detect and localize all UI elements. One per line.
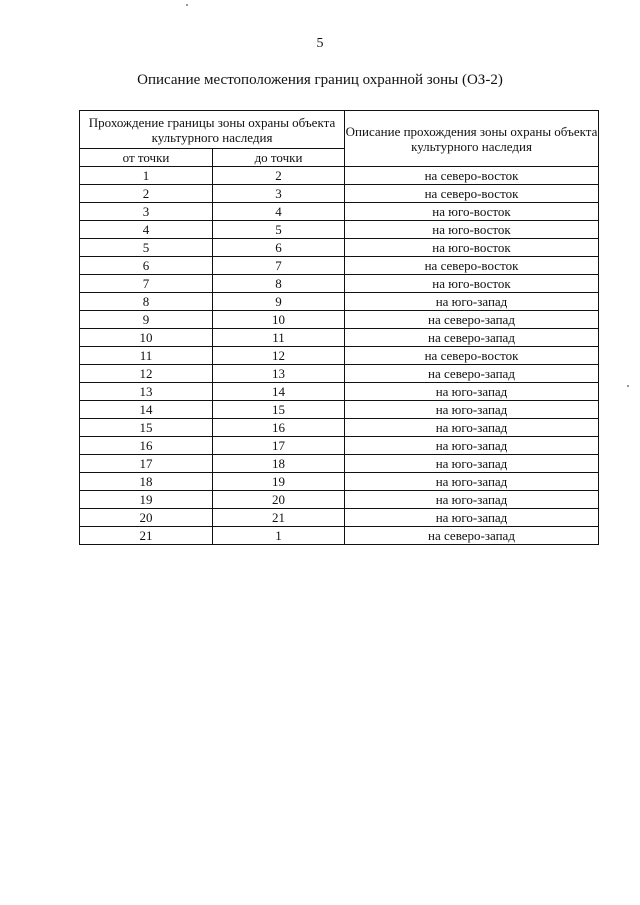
direction-cell: на юго-запад — [345, 455, 599, 473]
table-row — [80, 437, 599, 455]
to-point-cell: 19 — [213, 473, 345, 491]
from-point-cell: 19 — [80, 491, 213, 509]
direction-cell: на северо-запад — [345, 527, 599, 545]
from-point-cell: 20 — [80, 509, 213, 527]
table-row — [80, 491, 599, 509]
boundary-table — [79, 110, 599, 545]
direction-cell: на северо-восток — [345, 185, 599, 203]
direction-cell: на северо-запад — [345, 311, 599, 329]
table-row — [80, 257, 599, 275]
direction-cell: на юго-запад — [345, 509, 599, 527]
table-row — [80, 311, 599, 329]
table-row — [80, 293, 599, 311]
description-header: Описание прохождения зоны охраны объекта культурного наследия — [345, 111, 599, 167]
from-point-cell: 12 — [80, 365, 213, 383]
direction-cell: на юго-запад — [345, 419, 599, 437]
to-point-cell: 14 — [213, 383, 345, 401]
scan-speck — [186, 4, 188, 6]
direction-cell: на северо-запад — [345, 365, 599, 383]
to-point-cell: 5 — [213, 221, 345, 239]
table-row — [80, 401, 599, 419]
direction-cell: на юго-восток — [345, 239, 599, 257]
direction-cell: на юго-запад — [345, 437, 599, 455]
table-row — [80, 347, 599, 365]
from-point-cell: 17 — [80, 455, 213, 473]
from-point-cell: 5 — [80, 239, 213, 257]
to-point-header: до точки — [213, 149, 345, 167]
from-point-cell: 21 — [80, 527, 213, 545]
from-point-cell: 15 — [80, 419, 213, 437]
direction-cell: на северо-запад — [345, 329, 599, 347]
direction-cell: на юго-восток — [345, 203, 599, 221]
from-point-cell: 7 — [80, 275, 213, 293]
direction-cell: на северо-восток — [345, 257, 599, 275]
from-point-cell: 18 — [80, 473, 213, 491]
table-row — [80, 419, 599, 437]
to-point-cell: 4 — [213, 203, 345, 221]
table-row — [80, 383, 599, 401]
direction-cell: на юго-запад — [345, 473, 599, 491]
table-header — [80, 111, 599, 167]
to-point-cell: 18 — [213, 455, 345, 473]
table-row — [80, 473, 599, 491]
page-number: 5 — [316, 36, 324, 51]
from-point-cell: 10 — [80, 329, 213, 347]
to-point-cell: 2 — [213, 167, 345, 185]
from-point-cell: 4 — [80, 221, 213, 239]
table-row — [80, 221, 599, 239]
from-point-cell: 9 — [80, 311, 213, 329]
scan-speck — [627, 385, 629, 387]
to-point-cell: 3 — [213, 185, 345, 203]
table-row — [80, 239, 599, 257]
from-point-cell: 13 — [80, 383, 213, 401]
to-point-cell: 16 — [213, 419, 345, 437]
table-row — [80, 167, 599, 185]
to-point-cell: 10 — [213, 311, 345, 329]
document-title: Описание местоположения границ охранной зоны (ОЗ-2) — [137, 72, 503, 88]
to-point-cell: 12 — [213, 347, 345, 365]
direction-cell: на северо-восток — [345, 347, 599, 365]
table-row — [80, 455, 599, 473]
direction-cell: на юго-запад — [345, 491, 599, 509]
from-point-header: от точки — [80, 149, 213, 167]
from-point-cell: 6 — [80, 257, 213, 275]
from-point-cell: 8 — [80, 293, 213, 311]
table-row — [80, 275, 599, 293]
to-point-cell: 15 — [213, 401, 345, 419]
direction-cell: на юго-запад — [345, 383, 599, 401]
from-point-cell: 11 — [80, 347, 213, 365]
from-point-cell: 1 — [80, 167, 213, 185]
to-point-cell: 13 — [213, 365, 345, 383]
from-point-cell: 16 — [80, 437, 213, 455]
direction-cell: на юго-запад — [345, 401, 599, 419]
direction-cell: на юго-запад — [345, 293, 599, 311]
boundary-passage-header: Прохождение границы зоны охраны объекта культурного наследия — [80, 111, 345, 149]
direction-cell: на юго-восток — [345, 275, 599, 293]
table-row — [80, 365, 599, 383]
to-point-cell: 8 — [213, 275, 345, 293]
to-point-cell: 9 — [213, 293, 345, 311]
table-row — [80, 203, 599, 221]
to-point-cell: 17 — [213, 437, 345, 455]
to-point-cell: 1 — [213, 527, 345, 545]
to-point-cell: 7 — [213, 257, 345, 275]
table-row — [80, 527, 599, 545]
table-body — [80, 167, 599, 545]
from-point-cell: 3 — [80, 203, 213, 221]
direction-cell: на северо-восток — [345, 167, 599, 185]
to-point-cell: 11 — [213, 329, 345, 347]
to-point-cell: 6 — [213, 239, 345, 257]
from-point-cell: 2 — [80, 185, 213, 203]
from-point-cell: 14 — [80, 401, 213, 419]
table-row — [80, 185, 599, 203]
to-point-cell: 21 — [213, 509, 345, 527]
direction-cell: на юго-восток — [345, 221, 599, 239]
table-row — [80, 329, 599, 347]
table-row — [80, 509, 599, 527]
to-point-cell: 20 — [213, 491, 345, 509]
